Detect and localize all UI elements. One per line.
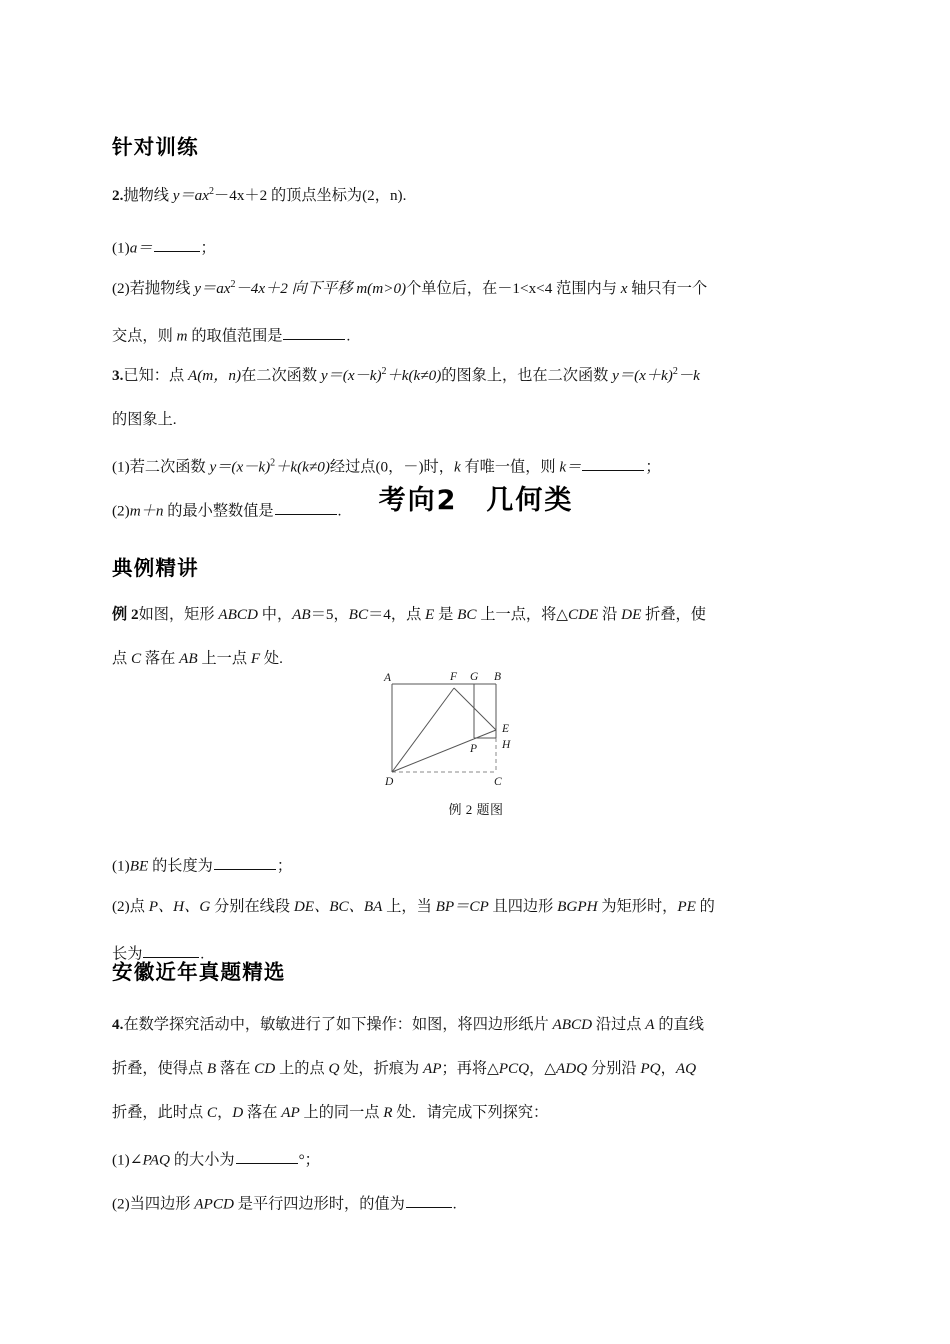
q3-stem-b: 在二次函数 [241, 367, 321, 384]
ex2-p1semi: ； [276, 857, 293, 875]
q3-stem-A: A(m，n) [187, 367, 242, 384]
q4-line2h: ， [660, 1060, 676, 1077]
ex2-p2-DE: DE、BC、BA [293, 898, 383, 915]
q4-line2g: 分别沿 [587, 1060, 641, 1077]
ex2-ABCD: ABCD [218, 606, 258, 623]
q4-line2b: 落在 [216, 1060, 255, 1077]
q4-C: C [206, 1104, 218, 1121]
q2-p2-line2b: 的取值范围是 [187, 327, 283, 345]
q4-b: 沿过点 [592, 1016, 646, 1033]
q4-ADQ: ADQ [556, 1060, 588, 1077]
q4-D: D [232, 1104, 244, 1121]
example-2-part-1 [112, 855, 292, 874]
q3-stem-f2: y＝(x＋k) [612, 367, 673, 384]
q3-p2-b: 的最小整数值是 [163, 502, 274, 520]
q4-A: A [645, 1016, 655, 1033]
segment-FE [454, 688, 496, 730]
q3-p1-b: 经过点(0，－)时， [329, 458, 454, 476]
ex2-p1a: BE [129, 857, 149, 875]
q2-p2-d: 轴只有一个 [627, 280, 708, 297]
answer-blank[interactable] [214, 855, 276, 870]
ex2-AB2: AB [179, 650, 198, 667]
ex2-p2d: 且四边形 [488, 898, 558, 915]
ex2-DE: DE [621, 606, 642, 623]
ex2-part1-label: (1) [112, 857, 130, 875]
q2-p2-sup: 2 [230, 278, 236, 290]
ex2-e: 是 [434, 606, 458, 623]
figure-label-E: E [502, 723, 510, 735]
ex2-p2c: 上，当 [382, 898, 436, 915]
q2-p2-c: 个单位后，在－1<x<4 范围内与 [406, 280, 621, 297]
problem-4-part-1 [112, 1149, 320, 1168]
q3-p1-c: 有唯一值，则 [460, 458, 560, 476]
problem-4-stem-line3 [112, 1105, 548, 1120]
q4-AP: AP [422, 1060, 442, 1077]
ex2-d: ＝4，点 [368, 606, 426, 623]
ex2-p2dot: . [200, 945, 205, 963]
problem-2-part-2-line1 [112, 278, 708, 297]
q2-p2-eq: y＝ax [194, 280, 231, 297]
ex2-c: ＝5， [310, 606, 349, 623]
ex2-line2c: 上一点 [197, 650, 251, 667]
ex2-p2-PE: PE [677, 898, 696, 915]
heading-exam-focus: 考向2 几何类 [378, 485, 574, 516]
q2-p2-dot: . [346, 327, 351, 345]
example-2-part-2-line1 [112, 899, 715, 914]
q4-R: R [383, 1104, 393, 1121]
q4-line2a: 折叠，使得点 [112, 1060, 207, 1077]
q3-p2-dot: . [337, 502, 342, 520]
q4-p2-APCD: APCD [194, 1195, 234, 1213]
q4-PQ: PQ [640, 1060, 661, 1077]
problem-2-stem [112, 185, 407, 204]
answer-blank[interactable] [236, 1149, 298, 1164]
figure-label-B: B [494, 671, 502, 683]
problem-3-number: 3. [112, 367, 124, 384]
ex2-CDE: CDE [567, 606, 599, 623]
q4-line3c: 落在 [243, 1104, 282, 1121]
q3-p1-k: k [453, 458, 461, 476]
problem-2-part-2-line2 [112, 325, 350, 344]
ex2-p2-BPCP: BP＝CP [435, 898, 489, 915]
q2-part1-label: (1) [112, 239, 130, 257]
ex2-p2-PHG: P、H、G [148, 898, 211, 915]
answer-blank[interactable] [154, 237, 200, 252]
heading-anhui-past: 安徽近年真题精选 [112, 960, 286, 984]
q2-stem-post: －4x＋2 的顶点坐标为(2，n). [214, 187, 407, 204]
answer-blank[interactable] [143, 943, 199, 958]
figure-label-G: G [470, 671, 479, 683]
example-2-figure [112, 668, 840, 818]
example-2-number: 例 2 [112, 606, 139, 623]
ex2-p2line2: 长为 [112, 945, 143, 963]
figure-label-C: C [494, 776, 502, 788]
q4-ABCD: ABCD [552, 1016, 593, 1033]
ex2-p2b: 分别在线段 [210, 898, 294, 915]
q4-line3b: ， [217, 1104, 233, 1121]
ex2-BC: BC [348, 606, 369, 623]
problem-4-stem-line1 [112, 1017, 704, 1032]
ex2-C: C [130, 650, 142, 667]
answer-blank[interactable] [582, 456, 644, 471]
q3-stem-f2b: －k [677, 367, 700, 384]
q2-part1-text: a＝ [129, 239, 153, 257]
q3-sup1: 2 [381, 365, 387, 377]
q4-p1b: 的大小为 [170, 1151, 235, 1169]
ex2-line2b: 落在 [141, 650, 180, 667]
q4-line2e: ；再将△ [441, 1060, 499, 1077]
ex2-part2-label: (2) [112, 898, 130, 915]
q4-line2c: 上的点 [275, 1060, 329, 1077]
example-2-part-2-line2 [112, 943, 204, 962]
figure-label-H: H [502, 739, 511, 751]
heading-drill: 针对训练 [112, 135, 199, 159]
q2-p2-m2: m [176, 327, 188, 345]
q3-stem-a: 已知：点 [123, 367, 188, 384]
example-2-stem-line2 [112, 651, 283, 666]
answer-blank[interactable] [406, 1193, 452, 1208]
figure-svg [376, 668, 576, 788]
figure-label-D: D [385, 776, 394, 788]
problem-3-stem-line1 [112, 365, 700, 384]
ex2-line2a: 点 [112, 650, 131, 667]
q4-p1c: °； [298, 1151, 320, 1169]
ex2-E: E [425, 606, 435, 623]
q3-p1-a: 若二次函数 [129, 458, 210, 476]
q4-p2dot: . [452, 1195, 457, 1213]
ex2-g: 沿 [598, 606, 622, 623]
q4-p2a: 当四边形 [129, 1195, 195, 1213]
problem-4-stem-line2 [112, 1061, 696, 1076]
q4-B: B [206, 1060, 217, 1077]
q2-stem-eq: y＝ax [172, 187, 210, 204]
q3-sup2: 2 [672, 365, 678, 377]
ex2-p2f: 的 [695, 898, 715, 915]
problem-2-part-1 [112, 237, 216, 256]
ex2-f: 上一点，将△ [476, 606, 568, 623]
q2-stem-sup: 2 [209, 185, 215, 197]
example-2-stem-line1 [112, 607, 706, 622]
ex2-line2d: 处. [260, 650, 283, 667]
q4-CD: CD [254, 1060, 276, 1077]
q2-p2-a: 若抛物线 [129, 280, 195, 297]
q2-p2-m: m(m>0) [356, 280, 407, 297]
q3-p1-k2: k＝ [559, 458, 582, 476]
q4-part2-label: (2) [112, 1195, 130, 1213]
problem-3-part-1 [112, 456, 661, 475]
q4-line2f: ，△ [529, 1060, 556, 1077]
q2-p2-b: －4x＋2 向下平移 [235, 280, 357, 297]
q4-line3a: 折叠，此时点 [112, 1104, 207, 1121]
q2-p2-line2a: 交点，则 [112, 327, 177, 345]
problem-4-number: 4. [112, 1016, 124, 1033]
figure-label-F: F [450, 671, 458, 683]
ex2-a: 如图，矩形 [138, 606, 219, 623]
ex2-p1b: 的长度为 [148, 857, 213, 875]
q4-line2d: 处，折痕为 [339, 1060, 423, 1077]
q3-stem-c: 的图象上，也在二次函数 [441, 367, 613, 384]
problem-4-part-2 [112, 1193, 457, 1212]
ex2-b: 中， [257, 606, 293, 623]
ex2-p2a: 点 [129, 898, 149, 915]
q4-c: 的直线 [654, 1016, 704, 1033]
q4-Q: Q [328, 1060, 340, 1077]
q2-stem-pre: 抛物线 [123, 187, 173, 204]
ex2-h: 折叠，使 [641, 606, 706, 623]
q3-p1-sup: 2 [270, 457, 276, 469]
problem-2-number: 2. [112, 187, 124, 204]
ex2-AB: AB [292, 606, 311, 623]
q4-line3e: 处．请完成下列探究： [392, 1104, 549, 1121]
q2-part1-tail: ； [200, 239, 216, 257]
q3-stem-f1: y＝(x－k) [320, 367, 382, 384]
q4-p1-PAQ: PAQ [142, 1151, 171, 1169]
q3-p2-a: m＋n [129, 502, 164, 520]
ex2-F: F [250, 650, 261, 667]
figure-label-A: A [384, 672, 392, 684]
q2-part2-label: (2) [112, 280, 130, 297]
figure-caption: 例 2 题图 [448, 802, 504, 817]
q2-p2-x: x [620, 280, 628, 297]
q3-p1-f: y＝(x－k) [209, 458, 271, 476]
q3-p1-fb: ＋k(k≠0) [275, 458, 330, 476]
q3-part1-label: (1) [112, 458, 130, 476]
q4-AQ: AQ [675, 1060, 697, 1077]
q4-PCQ: PCQ [498, 1060, 530, 1077]
q4-a: 在数学探究活动中，敏敏进行了如下操作：如图，将四边形纸片 [123, 1016, 553, 1033]
q4-part1-label: (1) [112, 1151, 130, 1169]
ex2-BC2: BC [457, 606, 477, 623]
q3-p1-semi: ； [645, 458, 661, 476]
ex2-p2e: 为矩形时， [597, 898, 678, 915]
q4-line3d: 上的同一点 [299, 1104, 384, 1121]
q3-stem-f1b: ＋k(k≠0) [386, 367, 442, 384]
answer-blank[interactable] [283, 325, 345, 340]
q4-p1a: ∠ [129, 1151, 143, 1169]
q4-AP2: AP [281, 1104, 300, 1121]
heading-worked-examples: 典例精讲 [112, 556, 199, 580]
ex2-p2-BGPH: BGPH [557, 898, 598, 915]
q3-part2-label: (2) [112, 502, 130, 520]
q4-p2b: 是平行四边形时，的值为 [233, 1195, 405, 1213]
problem-3-stem-line2: 的图象上. [112, 411, 177, 428]
figure-label-P: P [470, 743, 478, 755]
